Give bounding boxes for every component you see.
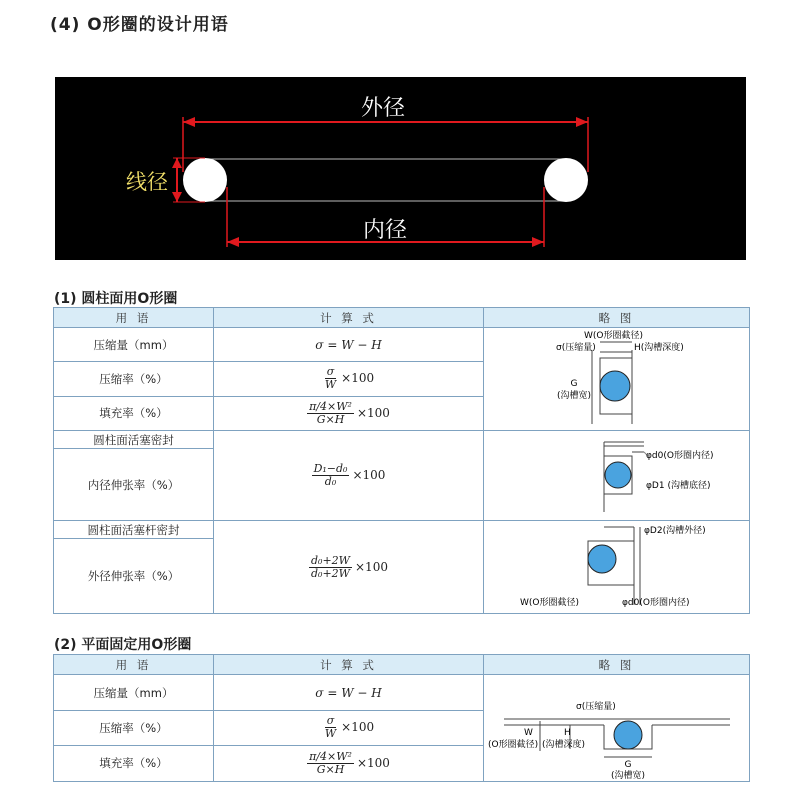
- term-outer-stretch: 外径伸张率（%）: [54, 539, 214, 614]
- term-piston-seal: 圆柱面活塞密封: [54, 431, 214, 449]
- term-compression: 压缩量（mm）: [54, 328, 214, 362]
- oring-cross-section: [614, 721, 642, 749]
- d0-label: φd0(O形圈内径): [646, 450, 714, 461]
- formula-compression: σ = W − H: [214, 328, 484, 362]
- g-label: G: [624, 760, 632, 770]
- header-term: 用 语: [54, 308, 214, 328]
- term-rod-seal: 圆柱面活塞杆密封: [54, 521, 214, 539]
- formula-compression: σ = W − H: [214, 675, 484, 711]
- g-label: G: [570, 379, 578, 389]
- diagram-flat-seal: [484, 675, 750, 782]
- d0-label: φd0(O形圈内径): [622, 598, 690, 608]
- w-label: W(O形圈截径): [584, 331, 644, 341]
- diagram-piston-seal: [484, 431, 750, 521]
- header-formula: 计 算 式: [214, 308, 484, 328]
- formula-inner-stretch: $\frac{\text{D₁−d₀}}{\text{d₀}}$ ×100: [214, 431, 484, 521]
- sigma-label: σ(压缩量): [556, 343, 596, 353]
- section2-table: [53, 654, 750, 782]
- formula-fill-rate: $\frac{\text{π/4×W²}}{G\times H}$ ×100: [214, 745, 484, 781]
- header-term: 用 语: [54, 655, 214, 675]
- oring-photo: [55, 77, 746, 260]
- ring-left-section: [183, 158, 227, 202]
- w-sub-label: (O形圈截径): [488, 740, 539, 750]
- sigma-label: σ(压缩量): [576, 702, 616, 712]
- header-diagram: 略 图: [484, 655, 750, 675]
- term-compression: 压缩量（mm）: [54, 675, 214, 711]
- h-sub-label: (沟槽深度): [542, 740, 586, 750]
- d1-label: φD1 (沟槽底径): [646, 480, 711, 491]
- diagram-cylinder-compression: [484, 328, 750, 431]
- wire-diameter-label: 线径: [126, 170, 168, 194]
- w-label: W(O形圈截径): [520, 598, 580, 608]
- formula-fill-rate: $\frac{\text{π/4×W²}}{G\times H}$ ×100: [214, 396, 484, 430]
- oring-cross-section: [588, 545, 616, 573]
- g-sub-label: (沟槽宽): [610, 771, 646, 781]
- term-inner-stretch: 内径伸张率（%）: [54, 449, 214, 521]
- d2-label: φD2(沟槽外径): [644, 526, 706, 536]
- inner-diameter-label: 内径: [362, 218, 408, 243]
- w-label: W: [524, 728, 533, 738]
- section2-title: (2) 平面固定用O形圈: [54, 637, 192, 653]
- section1-table: [53, 307, 750, 614]
- formula-compression-rate: $\frac{\sigma}{W}$ ×100: [214, 362, 484, 396]
- header-diagram: 略 图: [484, 308, 750, 328]
- h-label: H(沟槽深度): [634, 343, 684, 353]
- oring-cross-section: [600, 371, 630, 401]
- outer-diameter-label: 外径: [360, 96, 406, 121]
- diagram-rod-seal: [484, 521, 750, 614]
- header-formula: 计 算 式: [214, 655, 484, 675]
- h-label: H: [564, 728, 571, 738]
- ring-right-section: [544, 158, 588, 202]
- term-fill-rate: 填充率（%）: [54, 745, 214, 781]
- term-compression-rate: 压缩率（%）: [54, 711, 214, 745]
- formula-compression-rate: $\frac{\sigma}{W}$ ×100: [214, 711, 484, 745]
- formula-outer-stretch: $\frac{\text{d₀+2W}}{\text{d₀+2W}}$ ×100: [214, 521, 484, 614]
- section1-title: (1) 圆柱面用O形圈: [54, 291, 178, 307]
- oring-cross-section: [605, 462, 631, 488]
- term-fill-rate: 填充率（%）: [54, 396, 214, 430]
- g-sub-label: (沟槽宽): [556, 391, 592, 401]
- term-compression-rate: 压缩率（%）: [54, 362, 214, 396]
- page-title: (4) O形圈的设计用语: [50, 15, 229, 35]
